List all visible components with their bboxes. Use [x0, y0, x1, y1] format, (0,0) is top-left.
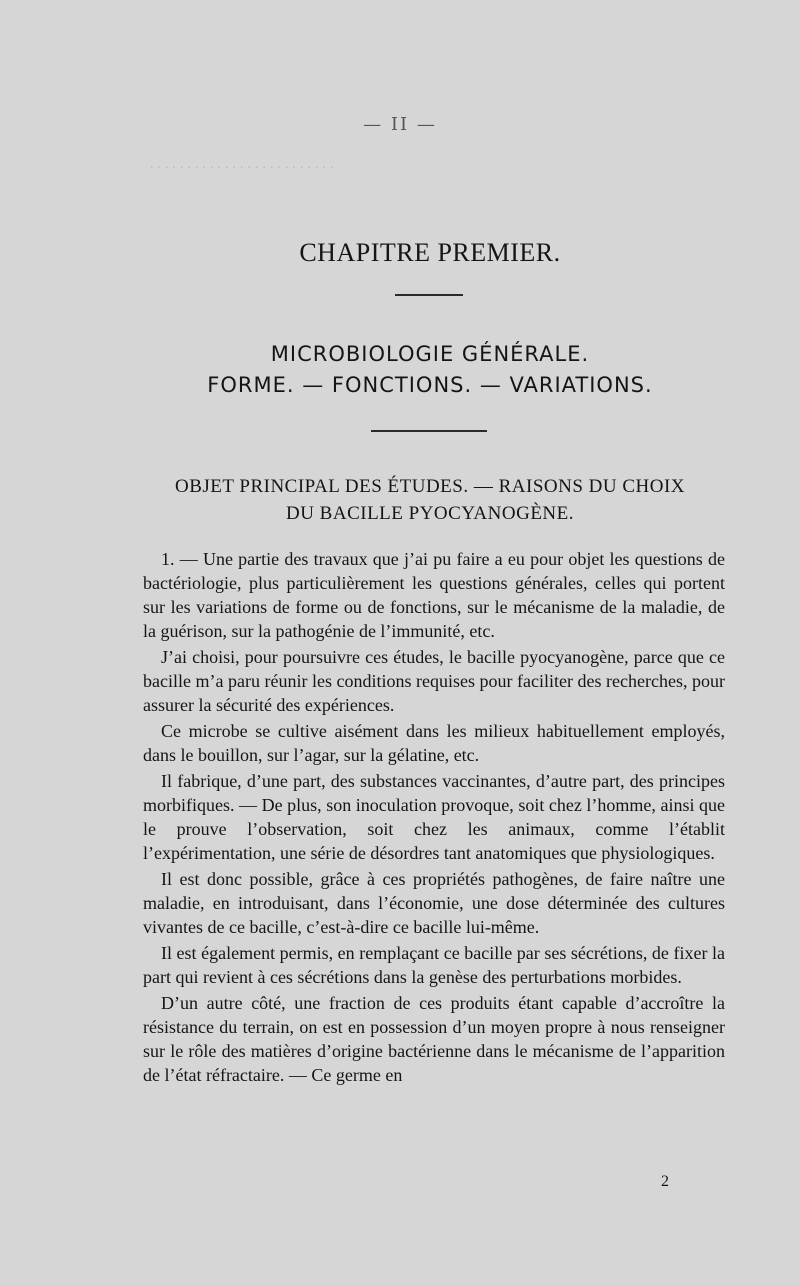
paragraph: Il est également permis, en remplaçant ce bacille par ses sécrétions, de fixer la part qui revient à ces sécrétions dans la genèse des perturbations morbides.	[143, 943, 725, 987]
paragraph: Il fabrique, d’une part, des substances vaccinantes, d’autre part, des principes morbifiques. — De plus, son inoculation provoque, soit chez l’homme, ainsi que le prouve l’observation, soit chez les animaux, comme l’établit l’expérimentation, une série de désordres tant anatomiques que physiologiques.	[143, 771, 725, 863]
section-title-line-1: MICROBIOLOGIE GÉNÉRALE.	[270, 342, 590, 366]
paragraph: 1. — Une partie des travaux que j’ai pu faire a eu pour objet les questions de bactériologie, plus particulièrement les questions générales, celles qui portent sur les variations de forme ou de fonctions, sur le mécanisme de la maladie, de la guérison, sur la pathogénie de l’immunité, etc.	[143, 549, 725, 641]
subsection-title-line-1: OBJET PRINCIPAL DES ÉTUDES. — RAISONS DU CHOIX	[174, 476, 685, 497]
paragraph: D’un autre côté, une fraction de ces produits étant capable d’accroître la résistance du terrain, on est en possession d’un moyen propre à nous renseigner sur le rôle des matières d’origine bactérienne dans le mécanisme de l’apparition de l’état réfractaire. — Ce germe en	[143, 993, 725, 1085]
show-through-text: · · · · · · · · · · · · · · · · · · · · · · · · ·	[150, 160, 334, 176]
paragraph: Il est donc possible, grâce à ces propriétés pathogènes, de faire naître une maladie, en introduisant, dans l’économie, une dose déterminée des cultures vivantes de ce bacille, c’est-à-dire ce bacille lui-même.	[143, 869, 725, 937]
paragraph: J’ai choisi, pour poursuivre ces études, le bacille pyocyanogène, parce que ce bacille m’a paru réunir les conditions requises pour faciliter des recherches, pour assurer la sécurité des expériences.	[143, 647, 725, 715]
paragraph: Ce microbe se cultive aisément dans les milieux habituellement employés, dans le bouillon, sur l’agar, sur la gélatine, etc.	[143, 721, 725, 765]
subsection-title-line-2: DU BACILLE PYOCYANOGÈNE.	[285, 503, 575, 524]
running-header: — II —	[363, 114, 437, 135]
page-number: 2	[661, 1173, 669, 1190]
body-text	[143, 547, 725, 1089]
chapter-heading: CHAPITRE PREMIER.	[299, 238, 561, 267]
decorative-rule	[371, 430, 487, 432]
section-title-line-2: FORME. — FONCTIONS. — VARIATIONS.	[207, 373, 653, 397]
decorative-rule	[395, 294, 463, 296]
